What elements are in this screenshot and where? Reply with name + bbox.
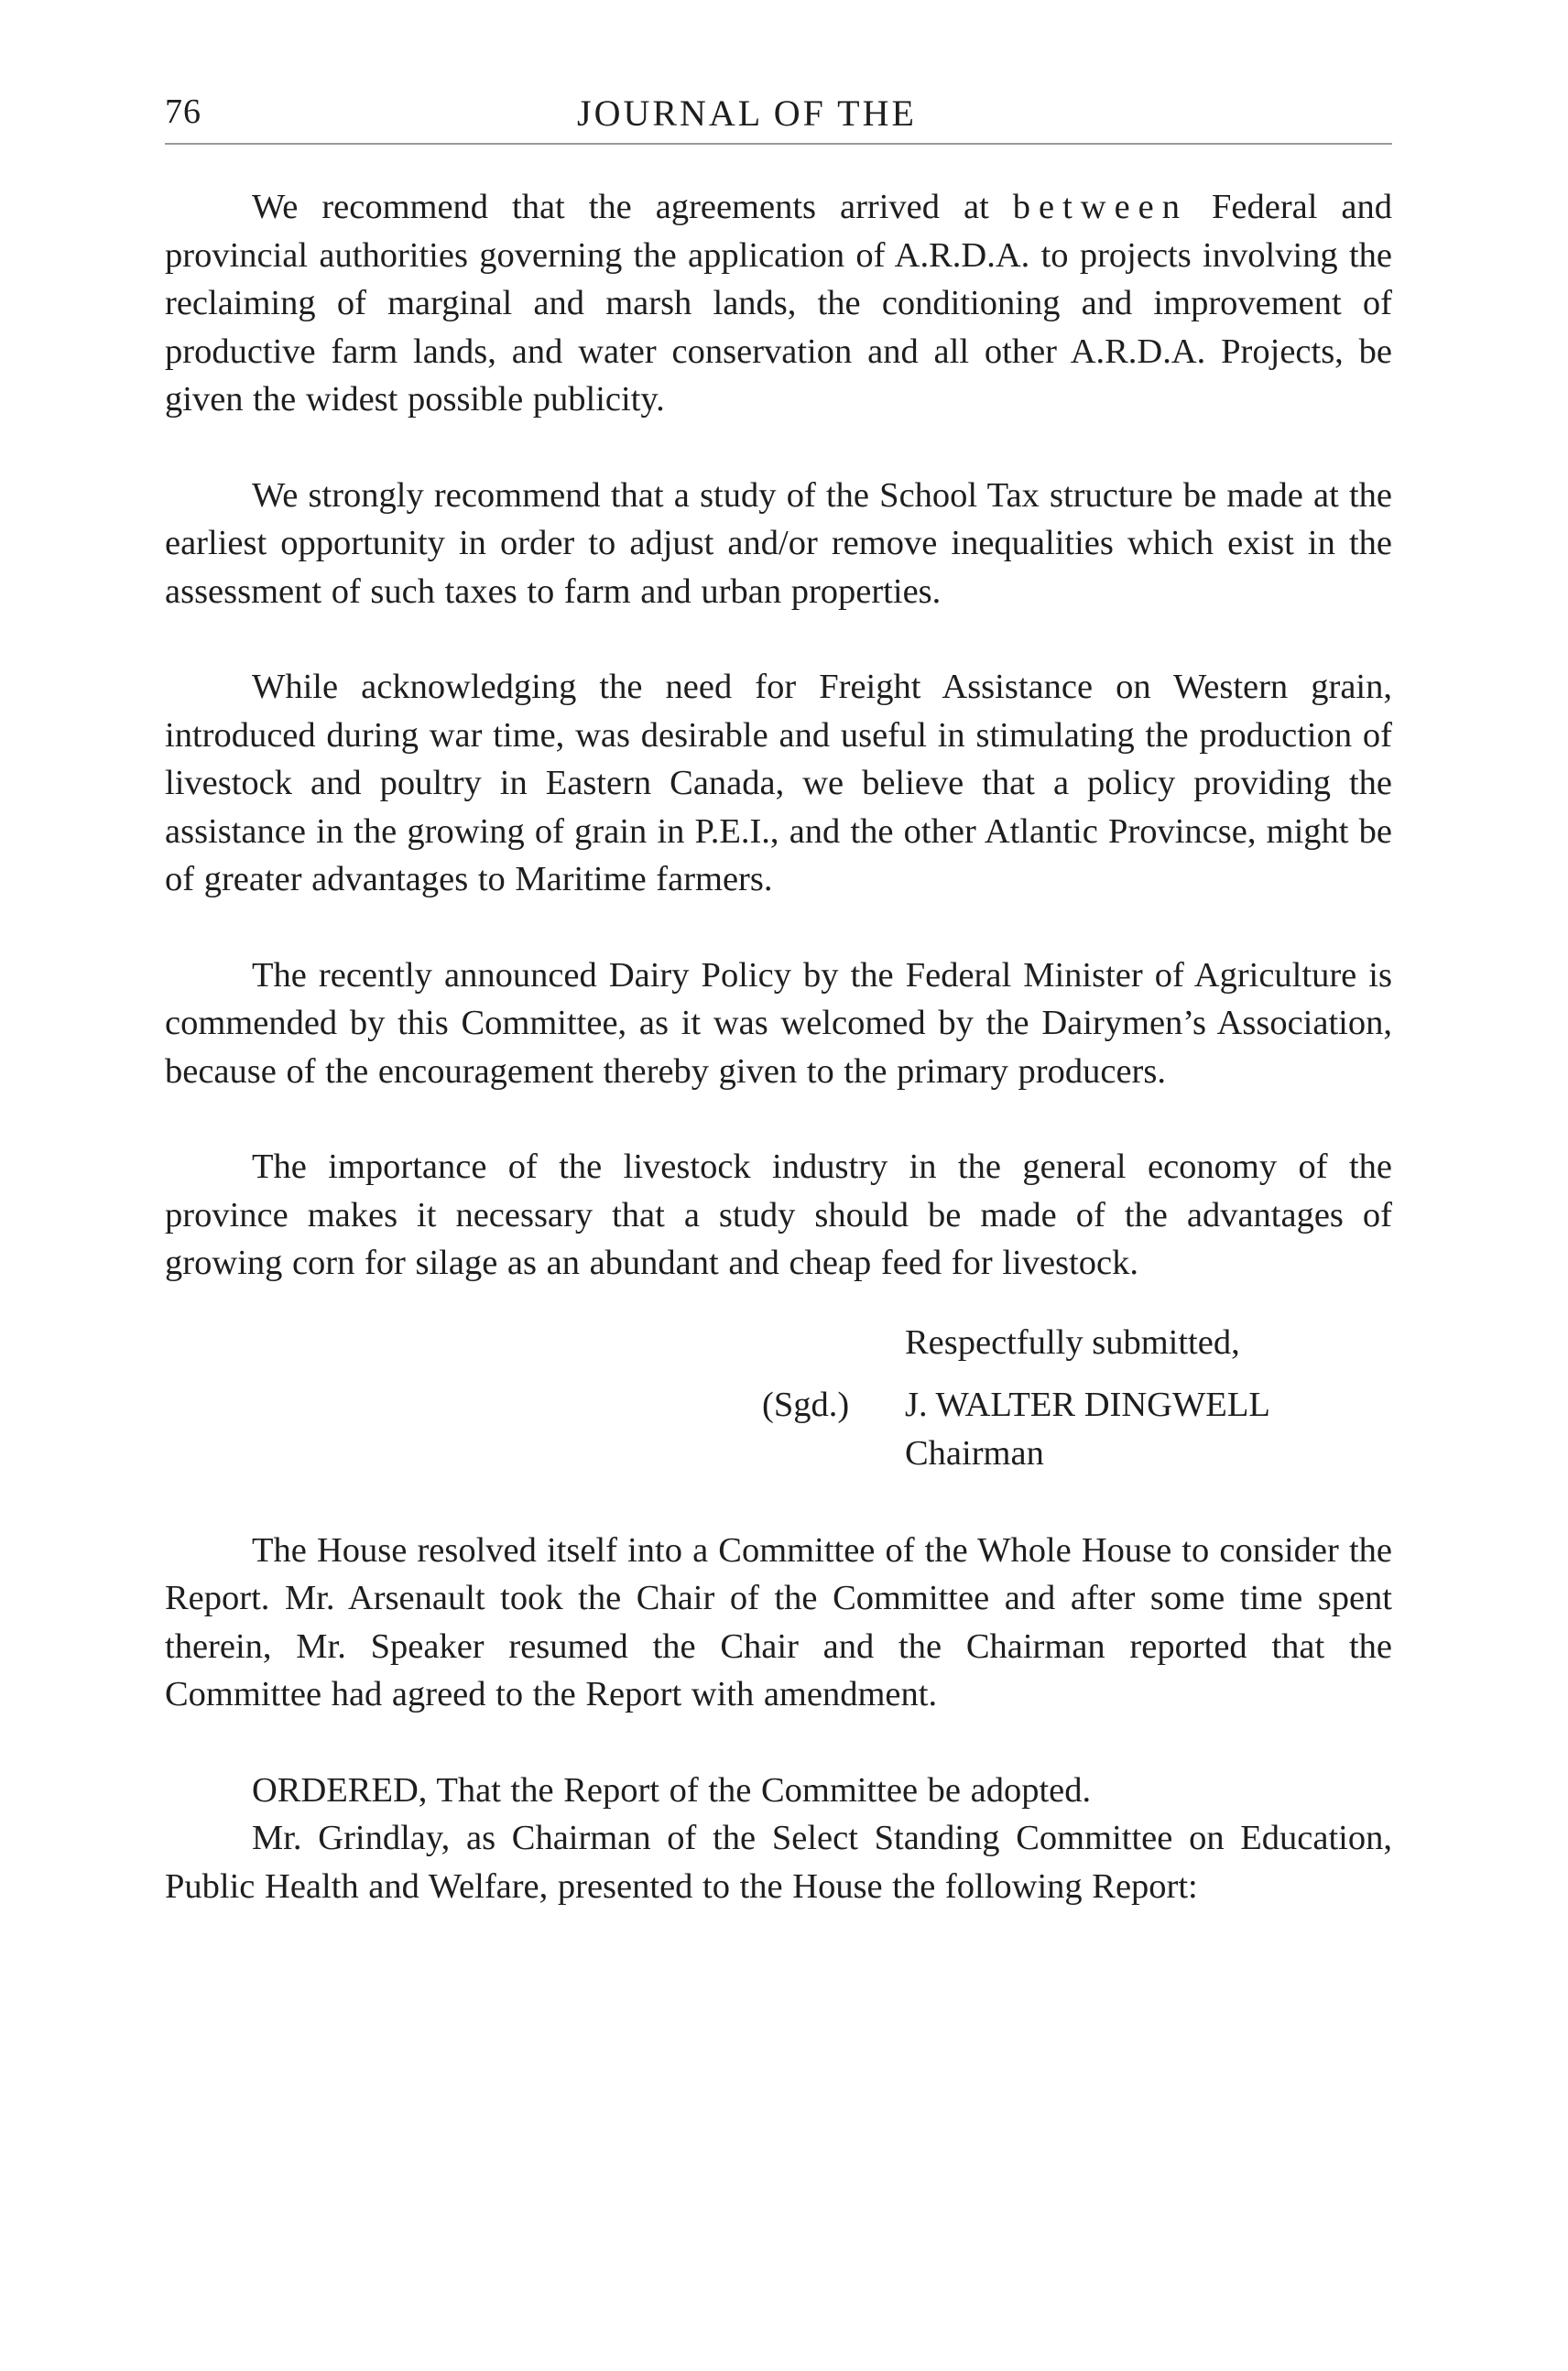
signature-closing: Respectfully submitted, [905, 1322, 1240, 1362]
paragraph-ordered: ORDERED, That the Report of the Committee be adopted. [252, 1770, 1092, 1810]
paragraph-ardc-publicity [165, 183, 1392, 424]
paragraph-livestock-silage: The importance of the livestock industry in the general economy of the province makes it necessary that a study should be made of the advantages of growing corn for silage as an abundant and cheap feed for livestock. [165, 1147, 1392, 1282]
signatory-title: Chairman [905, 1433, 1044, 1473]
document-page [165, 0, 1392, 2371]
paragraph-school-tax: We strongly recommend that a study of the School Tax structure be made at the earliest opportunity in order to adjust and/or remove inequalities which exist in the assessment of such taxes to farm and urban properties. [165, 475, 1392, 611]
page-number: 76 [165, 92, 201, 131]
paragraph-grindlay-report: Mr. Grindlay, as Chairman of the Select Standing Committee on Education, Public Health and Welfare, presented to the House the following Report: [165, 1819, 1392, 1906]
journal-title: JOURNAL OF THE [577, 92, 917, 134]
paragraph-committee-of-whole: The House resolved itself into a Committee of the Whole House to consider the Report. Mr. Arsenault took the Chair of the Committee and after some time spent therein, Mr. Speaker resumed the Chair and the Chairman reported that the Committee had agreed to the Report with amendment. [165, 1530, 1392, 1713]
paragraph-freight-assistance: While acknowledging the need for Freight Assistance on Western grain, introduced during war time, was desirable and useful in stimulating the production of livestock and poultry in Eastern Canada, we believe that a policy providing the assistance in the growing of grain in P.E.I., and the other Atlantic Provincse, might be of greater advantages to Maritime farmers. [165, 668, 1392, 898]
spaced-word: between [1012, 188, 1189, 226]
signature-block [165, 1319, 1392, 1479]
running-header [165, 92, 1392, 145]
paragraph-text: Federal and provincial authorities governing the application of A.R.D.A. to projects involving the reclaiming of marginal and marsh lands, the conditioning and improvement of productive farm lands, and water conservation and all other A.R.D.A. Projects, be given the widest possible publicity. [165, 188, 1392, 419]
body-text [165, 183, 1392, 1910]
signatory-name: J. WALTER DINGWELL [905, 1385, 1270, 1424]
paragraph-text: We recommend that the agreements arrived at [252, 188, 1013, 226]
paragraph-dairy-policy: The recently announced Dairy Policy by the Federal Minister of Agriculture is commended by this Committee, as it was welcomed by the Dairymen’s Association, because of the encouragement thereby given to the primary producers. [165, 955, 1392, 1091]
signature-sgd: (Sgd.) [762, 1385, 850, 1424]
